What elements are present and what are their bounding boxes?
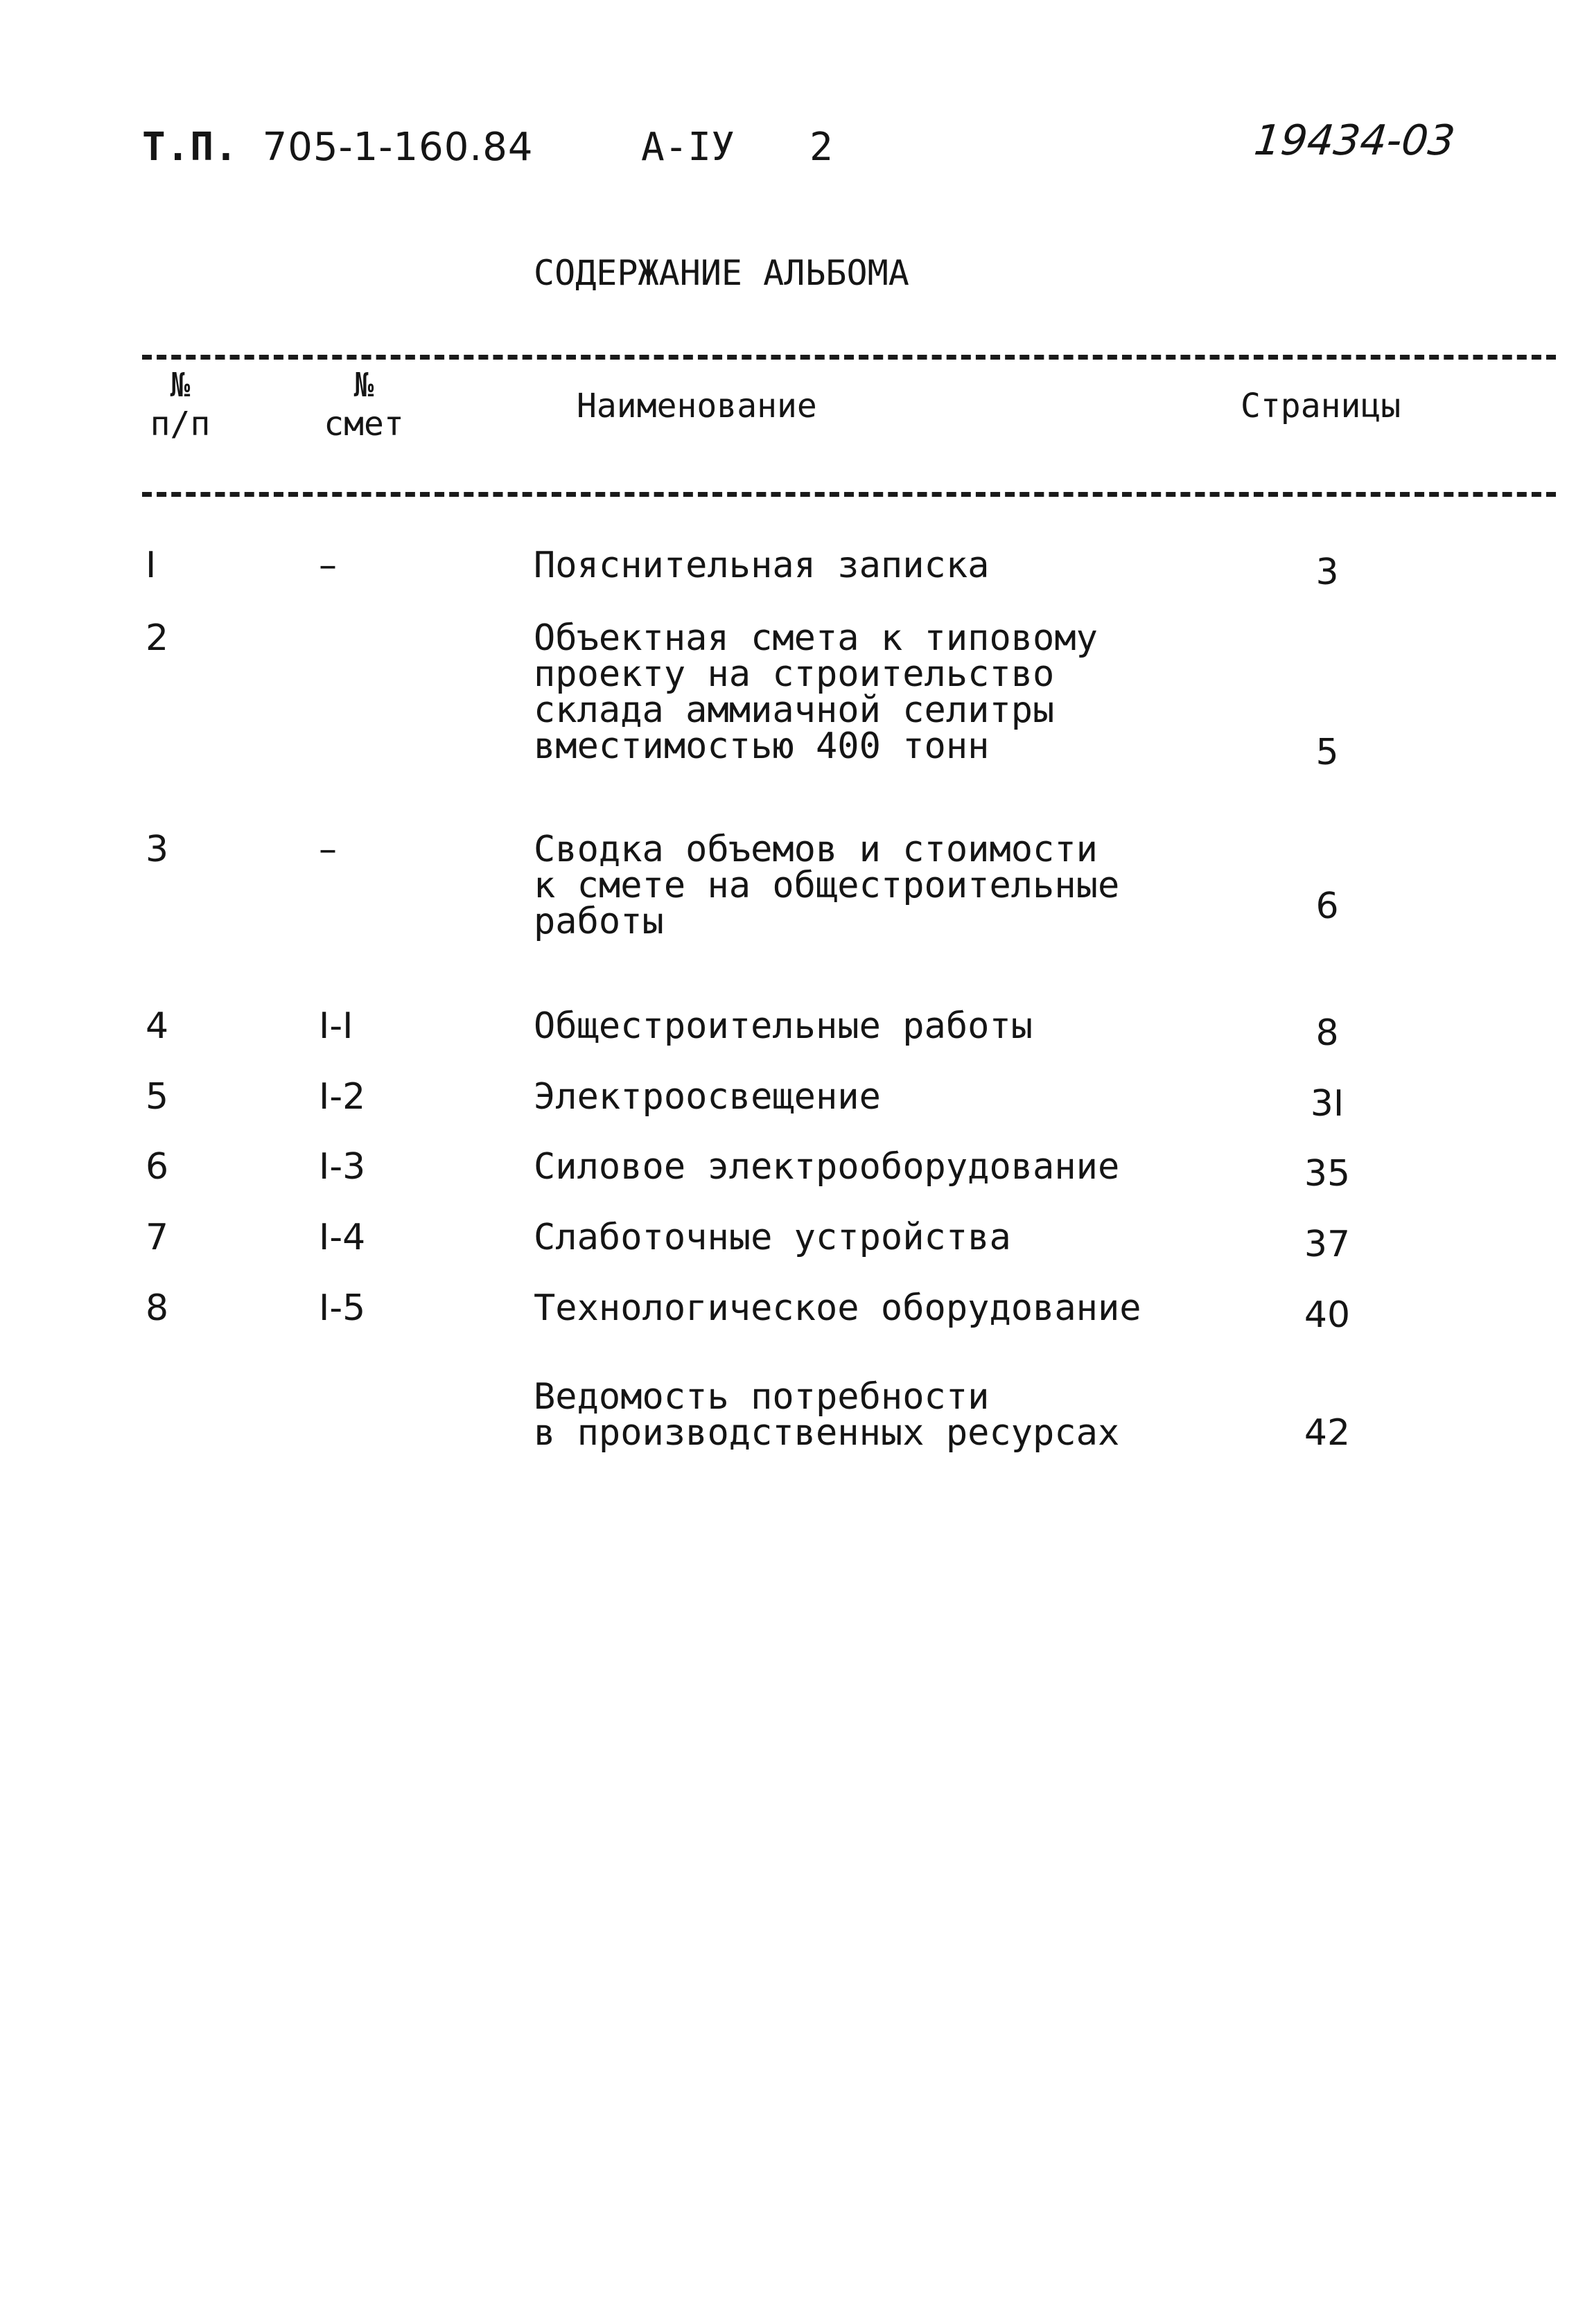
row-name-line: Пояснительная записка xyxy=(534,545,990,586)
row-name-line: Объектная смета к типовому xyxy=(534,617,1098,659)
row-page: 3I xyxy=(1310,1083,1345,1125)
column-header-smet xyxy=(315,366,412,443)
row-smet: I-I xyxy=(319,1005,353,1047)
column-header-smet-symbol: № xyxy=(353,366,374,405)
document-code xyxy=(142,125,533,170)
row-name-line: склада аммиачной селитры xyxy=(534,689,1055,731)
row-name xyxy=(534,1005,1033,1047)
row-smet: I-4 xyxy=(319,1217,366,1258)
row-smet: I-3 xyxy=(319,1146,366,1188)
row-number: 6 xyxy=(146,1146,169,1188)
page-number: 2 xyxy=(809,125,833,170)
table-top-rule xyxy=(142,355,1556,360)
row-name-line: Силовое электрооборудование xyxy=(534,1146,1120,1188)
column-header-pages: Страницы xyxy=(1241,387,1401,425)
row-name xyxy=(534,617,1098,767)
row-name xyxy=(534,1146,1120,1188)
row-name xyxy=(534,1076,881,1118)
row-name xyxy=(534,1376,1120,1454)
row-name-line: Ведомость потребности xyxy=(534,1376,990,1418)
row-page: 42 xyxy=(1304,1412,1351,1454)
row-name xyxy=(534,545,990,586)
row-name-line: Электроосвещение xyxy=(534,1076,881,1118)
column-header-smet-label: смет xyxy=(324,405,404,443)
row-number: I xyxy=(146,545,157,586)
row-number: 2 xyxy=(146,617,169,659)
row-name-line: Слаботочные устройства xyxy=(534,1217,1011,1258)
row-name-line: в производственных ресурсах xyxy=(534,1412,1120,1454)
row-number: 4 xyxy=(146,1005,169,1047)
row-name xyxy=(534,1287,1141,1329)
row-page: 3 xyxy=(1315,552,1339,593)
row-smet: – xyxy=(319,545,337,586)
column-header-num xyxy=(142,366,218,443)
row-number: 5 xyxy=(146,1076,169,1118)
document-code-prefix: Т.П. xyxy=(142,125,238,170)
row-smet: – xyxy=(319,829,337,870)
page-title: СОДЕРЖАНИЕ АЛЬБОМА xyxy=(534,253,909,293)
row-smet: I-5 xyxy=(319,1287,366,1329)
row-name-line: Сводка объемов и стоимости xyxy=(534,829,1098,870)
row-page: 6 xyxy=(1315,886,1339,927)
row-name-line: к смете на общестроительные xyxy=(534,865,1120,906)
row-page: 5 xyxy=(1315,732,1339,773)
row-smet: I-2 xyxy=(319,1076,366,1118)
row-page: 40 xyxy=(1304,1294,1351,1336)
row-name-line: работы xyxy=(534,901,664,942)
row-name-line: вместимостью 400 тонн xyxy=(534,725,990,767)
row-page: 35 xyxy=(1304,1153,1351,1195)
row-page: 8 xyxy=(1315,1012,1339,1054)
column-header-num-label: п/п xyxy=(150,405,211,443)
album-section: А-IУ xyxy=(641,125,735,170)
table-header-rule xyxy=(142,492,1556,497)
row-number: 7 xyxy=(146,1217,169,1258)
row-number: 3 xyxy=(146,829,169,870)
row-name xyxy=(534,1217,1011,1258)
row-number: 8 xyxy=(146,1287,169,1329)
row-page: 37 xyxy=(1304,1224,1351,1265)
row-name-line: проекту на строительство xyxy=(534,653,1055,695)
row-name-line: Общестроительные работы xyxy=(534,1005,1033,1047)
row-name xyxy=(534,831,1119,940)
document-code-number: 705-1-160.84 xyxy=(262,125,534,170)
row-name-line: Технологическое оборудование xyxy=(534,1287,1141,1329)
column-header-num-symbol: № xyxy=(170,366,191,405)
column-header-name: Наименование xyxy=(577,387,817,425)
inventory-number: 19434-03 xyxy=(1252,116,1457,165)
